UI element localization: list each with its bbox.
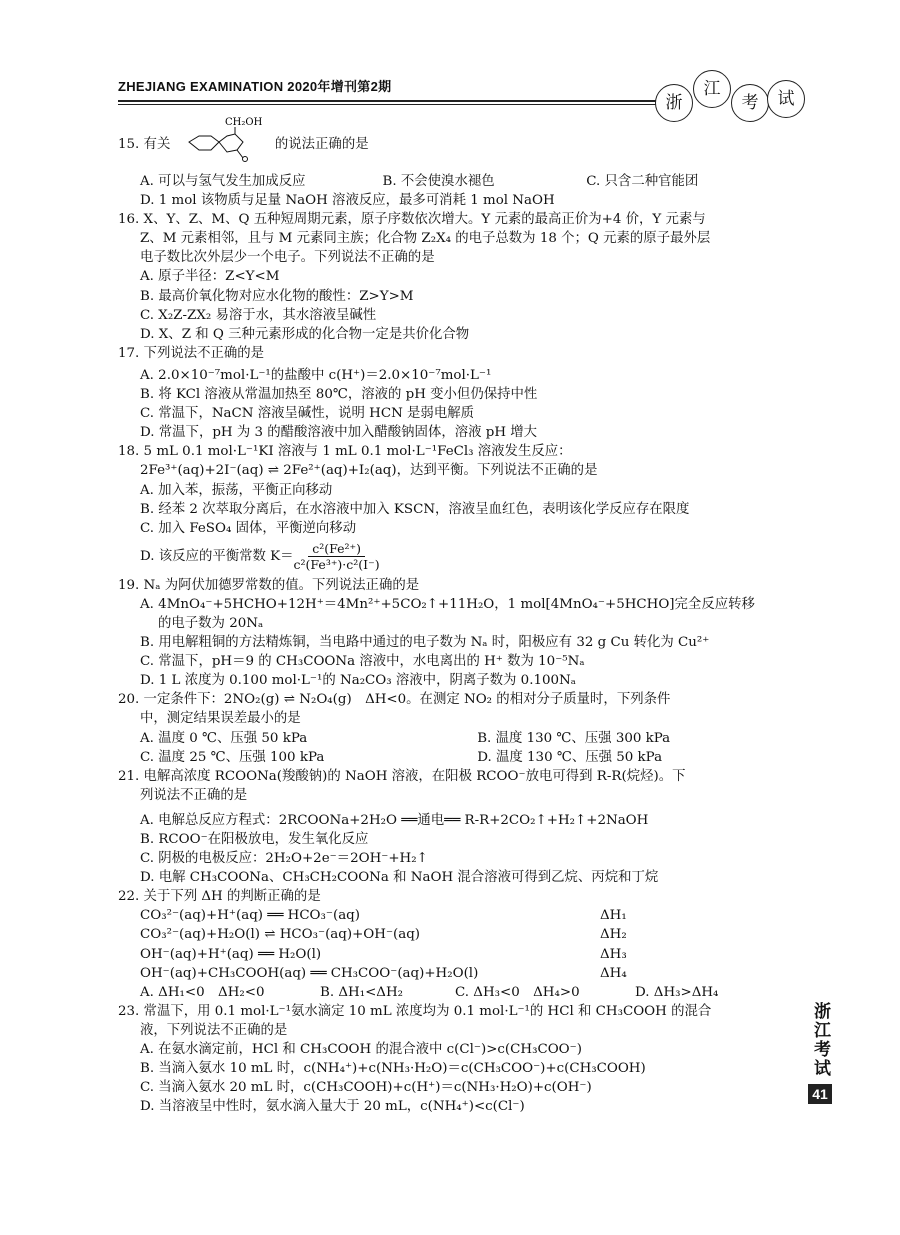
option-a-cont: 的电子数为 20Nₐ xyxy=(158,615,264,631)
seal-char-2: 江 xyxy=(693,70,731,108)
option-b[interactable]: B. RCOO⁻在阳极放电，发生氧化反应 xyxy=(140,832,369,847)
option-c[interactable]: C. 当滴入氨水 20 mL 时，c(CH₃COOH)+c(H⁺)＝c(NH₃·H₂O)+c(OH⁻) xyxy=(140,1080,592,1096)
question-22 xyxy=(118,887,790,1002)
question-stem: 23. 常温下，用 0.1 mol·L⁻¹氨水滴定 10 mL 浓度均为 0.1 mol·L⁻¹的 HCl 和 CH₃COOH 的混合 xyxy=(118,1003,712,1019)
equation: OH⁻(aq)+CH₃COOH(aq) ══ CH₃COO⁻(aq)+H₂O(l) xyxy=(140,965,479,981)
option-a[interactable]: A. 4MnO₄⁻+5HCHO+12H⁺＝4Mn²⁺+5CO₂↑+11H₂O，1 mol[4MnO₄⁻+5HCHO]完全反应转移 xyxy=(140,596,755,612)
option-a[interactable]: A. 2.0×10⁻⁷mol·L⁻¹的盐酸中 c(H⁺)＝2.0×10⁻⁷mol·L⁻¹ xyxy=(140,367,492,383)
question-stem: 20. 一定条件下：2NO₂(g) ⇌ N₂O₄(g) ΔH<0。在测定 NO₂ 的相对分子质量时，下列条件 xyxy=(118,692,671,708)
question-stem: Z、M 元素相邻，且与 M 元素同主族；化合物 Z₂X₄ 的电子总数为 18 个；Q 元素的原子最外层 xyxy=(140,231,711,247)
option-d[interactable]: D. 电解 CH₃COONa、CH₃CH₂COONa 和 NaOH 混合溶液可得到乙烷、丙烷和丁烷 xyxy=(140,870,659,886)
seal-char-1: 浙 xyxy=(655,84,693,122)
option-c[interactable]: C. 只含二种官能团 xyxy=(586,174,699,189)
option-d[interactable]: D. 当溶液呈中性时，氨水滴入量大于 20 mL，c(NH₄⁺)<c(Cl⁻) xyxy=(140,1099,525,1115)
question-list xyxy=(118,118,790,1116)
option-a[interactable]: A. 电解总反应方程式：2RCOONa+2H₂O ══通电══ R-R+2CO₂↑+H₂↑+2NaOH xyxy=(140,812,649,828)
page-number: 41 xyxy=(808,1084,832,1104)
question-stem: 列说法不正确的是 xyxy=(140,787,248,803)
option-b[interactable]: B. 经苯 2 次萃取分离后，在水溶液中加入 KSCN，溶液呈血红色，表明该化学反应存在限度 xyxy=(140,501,690,517)
equation-row xyxy=(118,945,790,964)
seal-char-3: 考 xyxy=(731,84,769,122)
question-stem: 电子数比次外层少一个电子。下列说法不正确的是 xyxy=(140,250,435,266)
option-b[interactable]: B. 将 KCl 溶液从常温加热至 80℃，溶液的 pH 变小但仍保持中性 xyxy=(140,387,538,403)
option-a[interactable]: A. 原子半径：Z<Y<M xyxy=(140,269,280,285)
option-d[interactable]: D. ΔH₃>ΔH₄ xyxy=(635,984,719,1000)
question-stem: 22. 关于下列 ΔH 的判断正确的是 xyxy=(118,889,321,905)
question-17 xyxy=(118,344,790,442)
option-a[interactable]: A. 加入苯，振荡，平衡正向移动 xyxy=(140,482,333,498)
equation-row xyxy=(118,925,790,944)
seal-char-4: 试 xyxy=(767,80,805,118)
question-stem-end: 的说法正确的是 xyxy=(274,137,369,152)
option-b[interactable]: B. 当滴入氨水 10 mL 时，c(NH₄⁺)+c(NH₃·H₂O)＝c(CH₃COO⁻)+c(CH₃COOH) xyxy=(140,1061,646,1077)
option-c[interactable]: C. 常温下，pH＝9 的 CH₃COONa 溶液中，水电离出的 H⁺ 数为 10⁻⁵Nₐ xyxy=(140,654,585,670)
question-21 xyxy=(118,767,790,888)
question-stem: 液，下列说法不正确的是 xyxy=(140,1022,288,1038)
question-20 xyxy=(118,690,790,766)
question-23 xyxy=(118,1002,790,1117)
question-stem: 17. 下列说法不正确的是 xyxy=(118,345,265,361)
header-rule xyxy=(118,100,678,102)
fraction-denominator: c²(Fe³⁺)·c²(I⁻) xyxy=(293,557,380,573)
option-d[interactable]: D. 温度 130 ℃、压强 50 kPa xyxy=(477,749,663,765)
enthalpy-label: ΔH₃ xyxy=(600,946,627,962)
option-b[interactable]: B. 温度 130 ℃、压强 300 kPa xyxy=(477,730,671,746)
question-stem: 中，测定结果误差最小的是 xyxy=(140,711,301,727)
question-18 xyxy=(118,442,790,575)
option-b[interactable]: B. 不会使溴水褪色 xyxy=(382,174,495,189)
question-stem: 16. X、Y、Z、M、Q 五种短周期元素，原子序数依次增大。Y 元素的最高正价为+4 价，Y 元素与 xyxy=(118,212,706,228)
option-a[interactable]: A. 温度 0 ℃、压强 50 kPa xyxy=(140,730,308,746)
molecule-structure-icon xyxy=(175,116,271,162)
option-d[interactable]: D. 1 mol 该物质与足量 NaOH 溶液反应，最多可消耗 1 mol NaOH xyxy=(140,193,555,209)
enthalpy-label: ΔH₂ xyxy=(600,927,627,943)
option-d-prefix: D. 该反应的平衡常数 K＝ xyxy=(140,549,294,565)
side-label xyxy=(808,1002,834,1104)
question-stem: 21. 电解高浓度 RCOONa(羧酸钠)的 NaOH 溶液，在阳极 RCOO⁻放电可得到 R-R(烷烃)。下 xyxy=(118,768,686,784)
equation-row xyxy=(118,906,790,925)
option-c[interactable]: C. 温度 25 ℃、压强 100 kPa xyxy=(140,749,325,765)
option-a[interactable]: A. 可以与氢气发生加成反应 xyxy=(140,174,306,189)
question-15 xyxy=(118,118,790,210)
option-a[interactable]: A. ΔH₁<0 ΔH₂<0 xyxy=(140,984,265,1000)
question-stem: 2Fe³⁺(aq)+2I⁻(aq) ⇌ 2Fe²⁺(aq)+I₂(aq)，达到平衡。下列说法不正确的是 xyxy=(140,463,598,479)
option-b[interactable]: B. ΔH₁<ΔH₂ xyxy=(320,984,404,1000)
option-d[interactable] xyxy=(118,538,790,576)
equation-row xyxy=(118,964,790,983)
equation: OH⁻(aq)+H⁺(aq) ══ H₂O(l) xyxy=(140,946,322,962)
option-a[interactable]: A. 在氨水滴定前，HCl 和 CH₃COOH 的混合液中 c(Cl⁻)>c(CH₃COO⁻) xyxy=(140,1042,582,1058)
question-stem: 19. Nₐ 为阿伏加德罗常数的值。下列说法正确的是 xyxy=(118,577,420,593)
question-19 xyxy=(118,576,790,691)
option-c[interactable]: C. X₂Z-ZX₂ 易溶于水，其水溶液呈碱性 xyxy=(140,307,377,323)
equilibrium-fraction xyxy=(294,541,380,572)
question-16 xyxy=(118,210,790,344)
option-b[interactable]: B. 用电解粗铜的方法精炼铜，当电路中通过的电子数为 Nₐ 时，阳极应有 32 g Cu 转化为 Cu²⁺ xyxy=(140,635,710,651)
option-c[interactable]: C. ΔH₃<0 ΔH₄>0 xyxy=(455,984,580,1000)
journal-title: ZHEJIANG EXAMINATION 2020年增刊第2期 xyxy=(118,79,392,94)
header-rule-thin xyxy=(118,104,678,105)
option-c[interactable]: C. 阴极的电极反应：2H₂O+2e⁻＝2OH⁻+H₂↑ xyxy=(140,851,428,867)
equation: CO₃²⁻(aq)+H₂O(l) ⇌ HCO₃⁻(aq)+OH⁻(aq) xyxy=(140,927,421,943)
enthalpy-label: ΔH₁ xyxy=(600,908,627,924)
question-stem: 18. 5 mL 0.1 mol·L⁻¹KI 溶液与 1 mL 0.1 mol·L⁻¹FeCl₃ 溶液发生反应： xyxy=(118,444,572,460)
option-d[interactable]: D. X、Z 和 Q 三种元素形成的化合物一定是共价化合物 xyxy=(140,326,470,342)
option-b[interactable]: B. 最高价氧化物对应水化物的酸性：Z>Y>M xyxy=(140,288,414,304)
enthalpy-label: ΔH₄ xyxy=(600,965,627,981)
question-stem: 15. 有关 xyxy=(118,137,171,152)
option-d[interactable]: D. 1 L 浓度为 0.100 mol·L⁻¹的 Na₂CO₃ 溶液中，阴离子数为 0.100Nₐ xyxy=(140,673,576,689)
option-c[interactable]: C. 加入 FeSO₄ 固体，平衡逆向移动 xyxy=(140,520,357,536)
equation: CO₃²⁻(aq)+H⁺(aq) ══ HCO₃⁻(aq) xyxy=(140,908,360,924)
fraction-numerator: c²(Fe²⁺) xyxy=(308,541,365,557)
option-d[interactable]: D. 常温下，pH 为 3 的醋酸溶液中加入醋酸钠固体，溶液 pH 增大 xyxy=(140,425,538,441)
molecule-label: CH₂OH xyxy=(224,116,262,128)
option-c[interactable]: C. 常温下，NaCN 溶液呈碱性，说明 HCN 是弱电解质 xyxy=(140,406,474,422)
side-label-text: 浙江考试 xyxy=(810,1002,830,1078)
